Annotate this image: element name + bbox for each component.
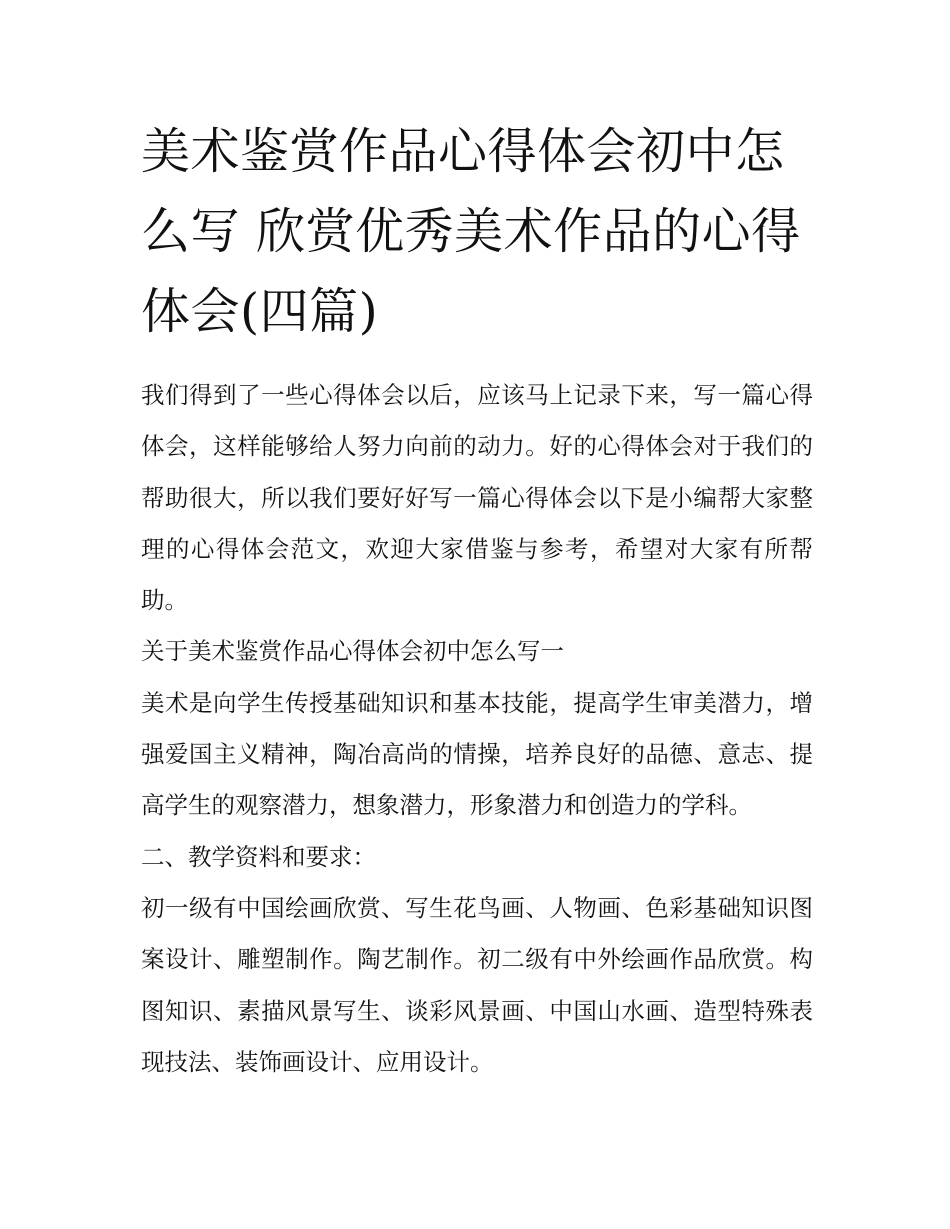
document-title: 美术鉴赏作品心得体会初中怎么写 欣赏优秀美术作品的心得体会(四篇) (141, 123, 801, 340)
section-heading-two: 二、教学资料和要求： (141, 842, 376, 871)
document-body (141, 370, 813, 1088)
intro-paragraph: 我们得到了一些心得体会以后，应该马上记录下来，写一篇心得体会，这样能够给人努力向前的动力。好的心得体会对于我们的帮助很大，所以我们要好好写一篇心得体会以下是小编帮大家整理的心得体会范文，欢迎大家借鉴与参考，希望对大家有所帮助。 (141, 381, 813, 615)
art-definition-paragraph: 美术是向学生传授基础知识和基本技能，提高学生审美潜力，增强爱国主义精神，陶冶高尚的情操，培养良好的品德、意志、提高学生的观察潜力，想象潜力，形象潜力和创造力的学科。 (141, 688, 813, 820)
document-content (141, 112, 813, 1088)
section-heading-one: 关于美术鉴赏作品心得体会初中怎么写一 (141, 637, 564, 666)
curriculum-paragraph: 初一级有中国绘画欣赏、写生花鸟画、人物画、色彩基础知识图案设计、雕塑制作。陶艺制作。初二级有中外绘画作品欣赏。构图知识、素描风景写生、谈彩风景画、中国山水画、造型特殊表现技法、装饰画设计、应用设计。 (141, 893, 813, 1076)
